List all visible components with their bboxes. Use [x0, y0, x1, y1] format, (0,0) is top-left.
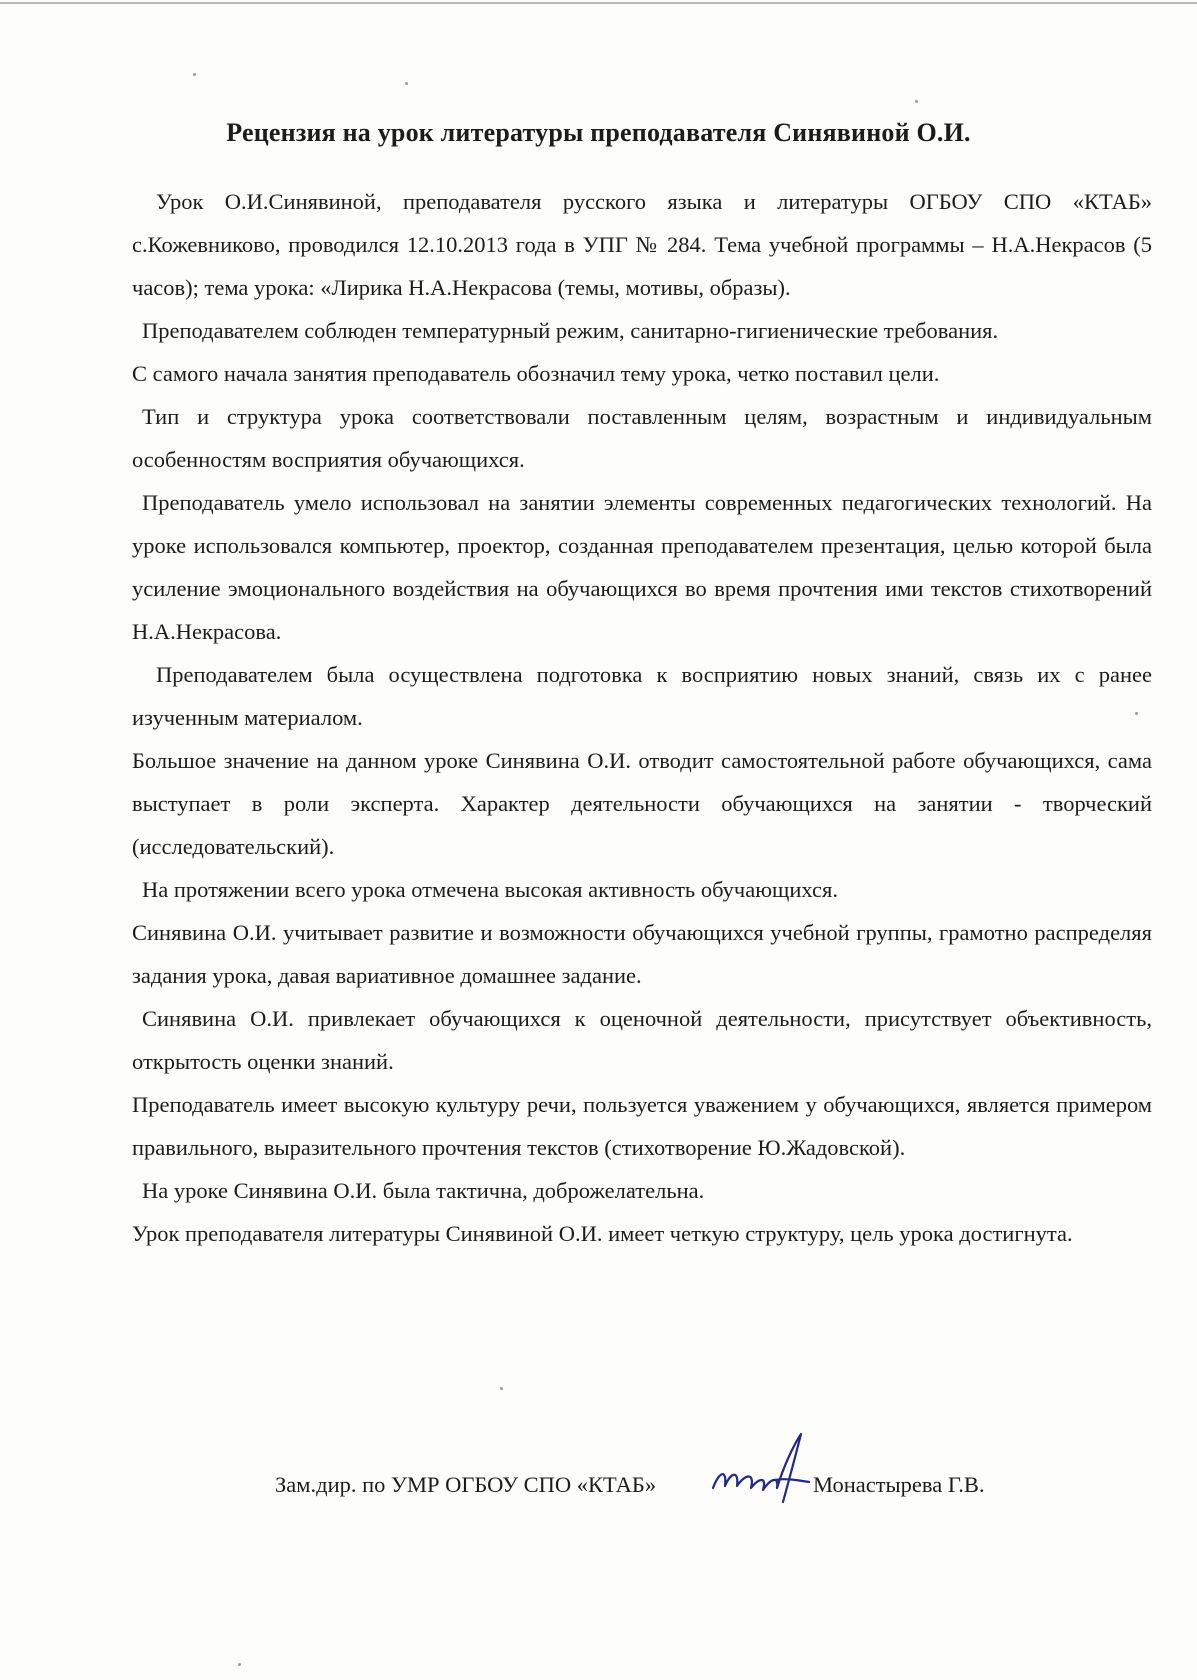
- paragraph-12: На уроке Синявина О.И. была тактична, доброжелательна.: [142, 1178, 705, 1203]
- scan-speck: [405, 82, 408, 85]
- paragraph-9: Синявина О.И. учитывает развитие и возможности обучающихся учебной группы, грамотно распределяя задания урока, давая вариативное домашнее задание.: [132, 920, 1152, 988]
- document-title: Рецензия на урок литературы преподавателя Синявиной О.И.: [226, 118, 971, 147]
- document-body: [132, 180, 1152, 1255]
- paragraph-5: Преподаватель умело использовал на занятии элементы современных педагогических технологий. На уроке использовался компьютер, проектор, созданная преподавателем презентация, целью которой была усиление эмоционального воздействия на обучающихся во время прочтения ими текстов стихотворений Н.А.Некрасова.: [132, 490, 1152, 644]
- paragraph-7: Большое значение на данном уроке Синявина О.И. отводит самостоятельной работе обучающихся, сама выступает в роли эксперта. Характер деятельности обучающихся на занятии - творческий (исследовательский).: [132, 748, 1152, 859]
- scan-speck: [915, 100, 918, 103]
- scan-speck: [193, 73, 196, 76]
- paragraph-4: Тип и структура урока соответствовали поставленным целям, возрастным и индивидуальным особенностям восприятия обучающихся.: [132, 404, 1152, 472]
- scan-speck: [238, 1663, 241, 1666]
- paragraph-3: С самого начала занятия преподаватель обозначил тему урока, четко поставил цели.: [132, 361, 940, 386]
- signature-position: Зам.дир. по УМР ОГБОУ СПО «КТАБ»: [275, 1472, 657, 1497]
- scan-speck: [500, 1387, 503, 1390]
- paragraph-11: Преподаватель имеет высокую культуру речи, пользуется уважением у обучающихся, является примером правильного, выразительного прочтения текстов (стихотворение Ю.Жадовской).: [132, 1092, 1152, 1160]
- handwritten-signature: [705, 1428, 825, 1508]
- paragraph-13: Урок преподавателя литературы Синявиной О.И. имеет четкую структуру, цель урока достигнута.: [132, 1221, 1073, 1246]
- paragraph-6: Преподавателем была осуществлена подготовка к восприятию новых знаний, связь их с ранее изученным материалом.: [132, 662, 1152, 730]
- signature-name: Монастырева Г.В.: [813, 1472, 985, 1497]
- paragraph-10: Синявина О.И. привлекает обучающихся к оценочной деятельности, присутствует объективность, открытость оценки знаний.: [132, 1006, 1152, 1074]
- paragraph-1: Урок О.И.Синявиной, преподавателя русского языка и литературы ОГБОУ СПО «КТАБ» с.Кожевниково, проводился 12.10.2013 года в УПГ № 284. Тема учебной программы – Н.А.Некрасов (5 часов); тема урока: «Лирика Н.А.Некрасова (темы, мотивы, образы).: [132, 189, 1152, 300]
- paragraph-8: На протяжении всего урока отмечена высокая активность обучающихся.: [142, 877, 838, 902]
- scan-top-edge: [0, 2, 1197, 4]
- paragraph-2: Преподавателем соблюден температурный режим, санитарно-гигиенические требования.: [142, 318, 999, 343]
